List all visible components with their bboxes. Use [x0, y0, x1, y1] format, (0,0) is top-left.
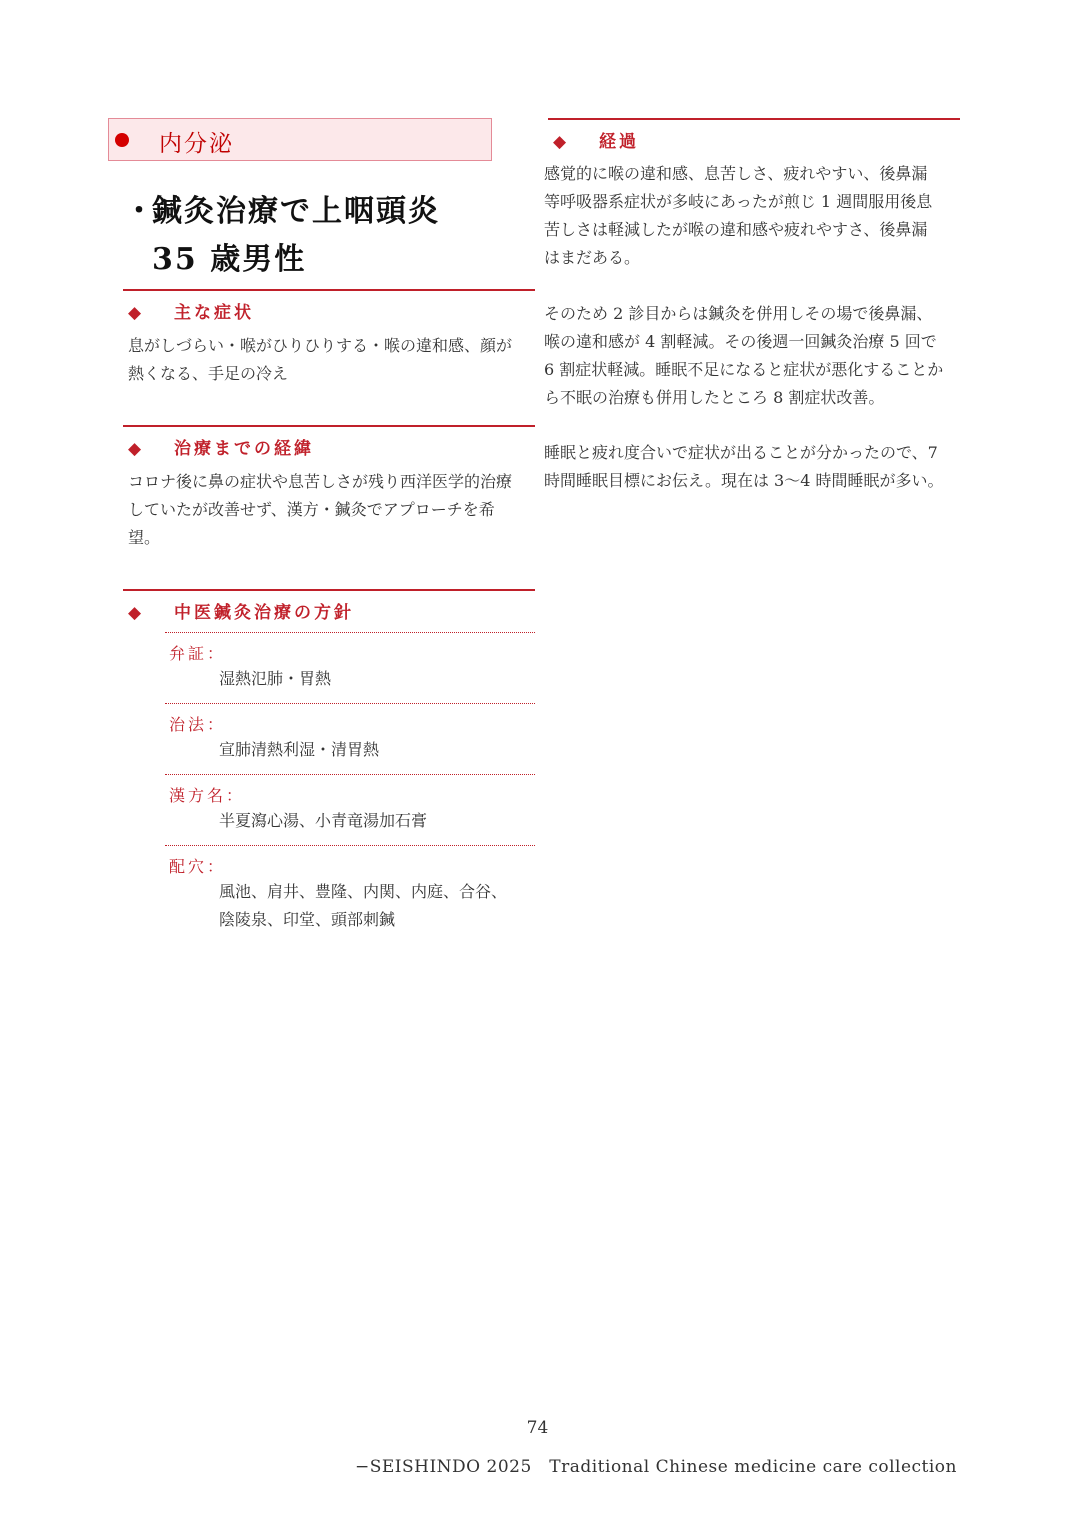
title-line2: 35 歳男性 [152, 242, 307, 277]
history-line: していたが改善せず、漢方・鍼灸でアプローチを希 [128, 500, 495, 519]
haiketsu-line: 風池、肩井、豊隆、内関、内庭、合谷、 [219, 882, 508, 901]
progress-line: 睡眠と疲れ度合いで症状が出ることが分かったので、7 [544, 443, 938, 462]
section-divider [123, 289, 535, 291]
progress-line: 感覚的に喉の違和感、息苦しさ、疲れやすい、後鼻漏 [544, 164, 928, 183]
policy-heading [128, 598, 354, 623]
diamond-icon: ◆ [553, 132, 570, 152]
progress-paragraph-1 [544, 160, 964, 272]
progress-paragraph-3 [544, 439, 964, 495]
progress-line: 時間睡眠目標にお伝え。現在は 3〜4 時間睡眠が多い。 [544, 471, 944, 490]
section-divider [123, 589, 535, 591]
progress-heading [553, 127, 639, 152]
history-line: 望。 [128, 528, 161, 547]
bullet-dot-icon [115, 133, 129, 147]
policy-value-kampo: 半夏瀉心湯、小青竜湯加石膏 [219, 811, 428, 830]
progress-line: 等呼吸器系症状が多岐にあったが煎じ 1 週間服用後息 [544, 192, 933, 211]
footer-text: −SEISHINDO 2025 Traditional Chinese medicine care collection [354, 1457, 957, 1477]
history-line: コロナ後に鼻の症状や息苦しさが残り西洋医学的治療 [128, 472, 513, 491]
history-text [128, 468, 538, 552]
diamond-icon: ◆ [128, 439, 145, 459]
policy-value-haiketsu [219, 878, 507, 934]
title-bullet: ・ [124, 194, 156, 229]
progress-line: 喉の違和感が 4 割軽減。その後週一回鍼灸治療 5 回で [544, 332, 937, 351]
section-divider [123, 425, 535, 427]
symptoms-heading-text: 主な症状 [174, 303, 254, 323]
dotted-divider [165, 845, 535, 846]
policy-label-chiho: 治法： [169, 715, 227, 734]
progress-paragraph-2 [544, 300, 964, 412]
policy-value-chiho: 宣肺清熱利湿・清胃熱 [219, 740, 380, 759]
diamond-icon: ◆ [128, 603, 145, 623]
progress-line: 苦しさは軽減したが喉の違和感や疲れやすさ、後鼻漏 [544, 220, 928, 239]
page-title [124, 188, 440, 284]
symptoms-line: 息がしづらい・喉がひりひりする・喉の違和感、顔が [128, 336, 513, 355]
history-heading [128, 434, 314, 459]
symptoms-heading [128, 298, 254, 323]
category-label: 内分泌 [159, 131, 234, 157]
dotted-divider [165, 774, 535, 775]
diamond-icon: ◆ [128, 303, 145, 323]
symptoms-text [128, 332, 538, 388]
policy-value-bensho: 湿熱氾肺・胃熱 [219, 669, 332, 688]
symptoms-line: 熱くなる、手足の冷え [128, 364, 289, 383]
dotted-divider [165, 632, 535, 633]
progress-line: はまだある。 [544, 248, 641, 267]
page-number: 74 [526, 1418, 549, 1438]
history-heading-text: 治療までの経緯 [174, 439, 314, 459]
progress-line: ら不眠の治療も併用したところ 8 割症状改善。 [544, 388, 885, 407]
title-line1: 鍼灸治療で上咽頭炎 [152, 194, 440, 229]
progress-line: 6 割症状軽減。睡眠不足になると症状が悪化することか [544, 360, 944, 379]
policy-label-haiketsu: 配穴： [169, 857, 227, 876]
progress-heading-text: 経過 [599, 132, 639, 152]
policy-heading-text: 中医鍼灸治療の方針 [174, 603, 354, 623]
policy-label-kampo: 漢方名： [169, 786, 246, 805]
policy-label-bensho: 弁証： [169, 644, 227, 663]
progress-line: そのため 2 診目からは鍼灸を併用しその場で後鼻漏、 [544, 304, 933, 323]
category-box [108, 118, 492, 161]
section-divider [548, 118, 960, 120]
dotted-divider [165, 703, 535, 704]
haiketsu-line: 陰陵泉、印堂、頭部刺鍼 [219, 910, 396, 929]
